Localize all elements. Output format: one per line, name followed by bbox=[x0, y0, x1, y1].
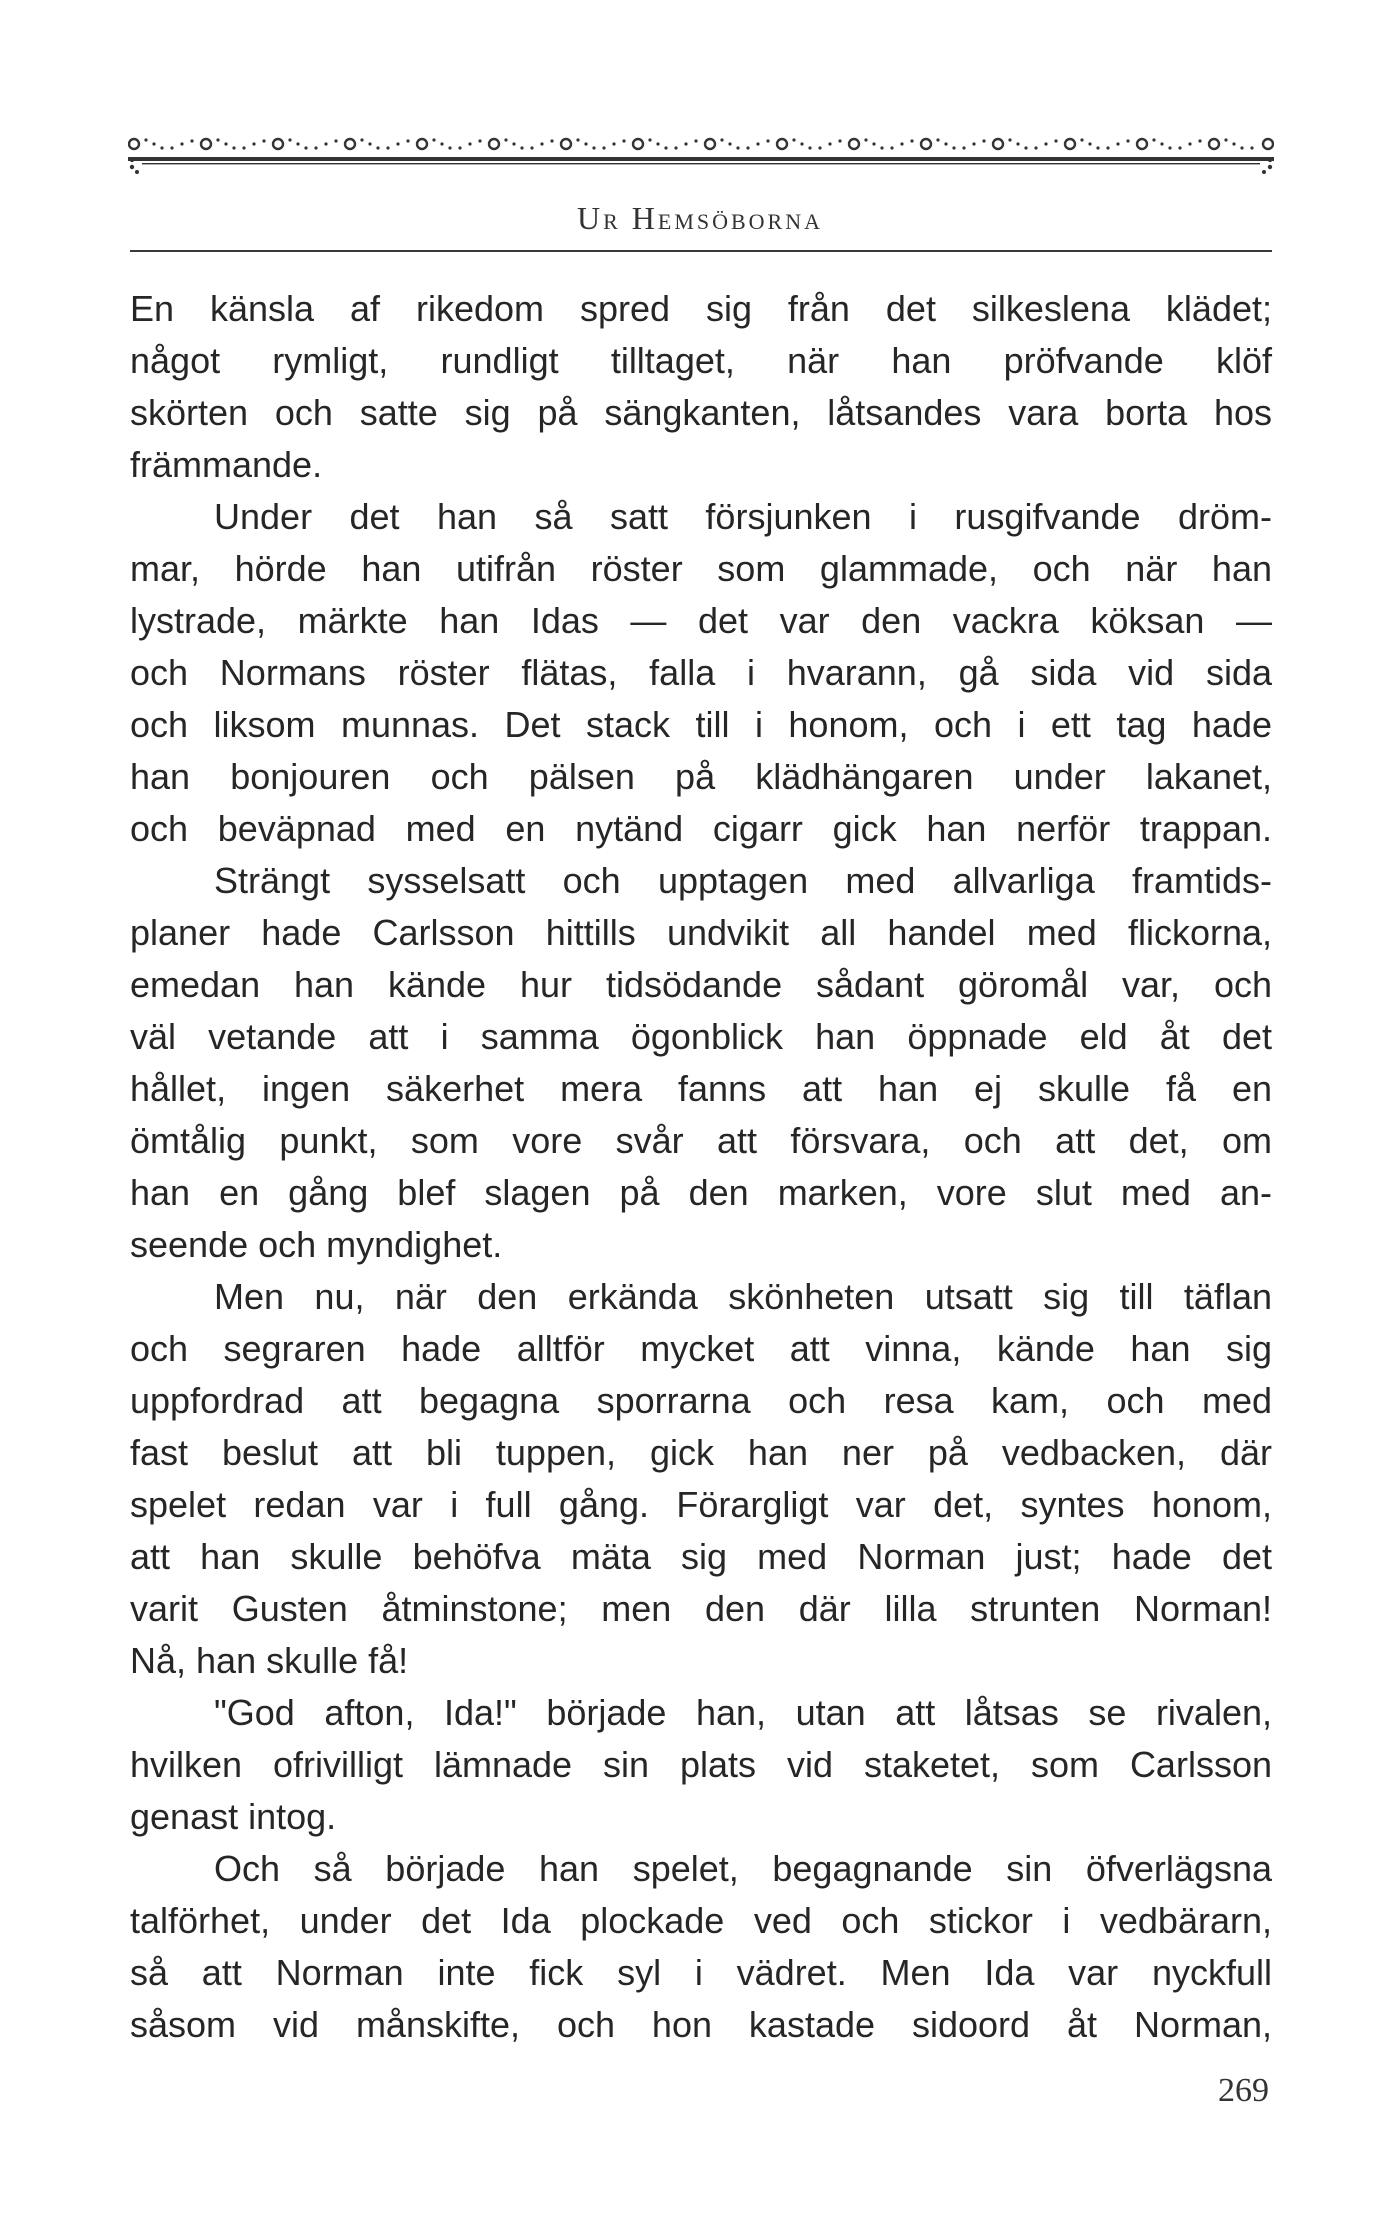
text-line: att han skulle behöfva mäta sig med Norman just; hade det bbox=[130, 1536, 1272, 1577]
header-rule bbox=[130, 250, 1272, 252]
text-line: hållet, ingen säkerhet mera fanns att han ej skulle få en bbox=[130, 1068, 1272, 1109]
text-line: och beväpnad med en nytänd cigarr gick han nerför trappan. bbox=[130, 808, 1272, 849]
text-line: Nå, han skulle få! bbox=[130, 1640, 409, 1681]
text-line: han bonjouren och pälsen på klädhängaren under lakanet, bbox=[130, 756, 1272, 797]
text-line: och Normans röster flätas, falla i hvarann, gå sida vid sida bbox=[130, 652, 1272, 693]
text-line: Strängt sysselsatt och upptagen med allvarliga framtids- bbox=[214, 860, 1272, 901]
text-line: skörten och satte sig på sängkanten, låtsandes vara borta hos bbox=[130, 392, 1272, 433]
text-line: fast beslut att bli tuppen, gick han ner på vedbacken, där bbox=[130, 1432, 1272, 1473]
text-line: mar, hörde han utifrån röster som glammade, och när han bbox=[130, 548, 1272, 589]
text-line: genast intog. bbox=[130, 1796, 337, 1837]
running-title: Ur Hemsöborna bbox=[576, 200, 824, 236]
text-line: främmande. bbox=[130, 444, 323, 485]
text-line: seende och myndighet. bbox=[130, 1224, 503, 1265]
text-line: "God afton, Ida!" började han, utan att låtsas se rivalen, bbox=[214, 1692, 1272, 1733]
text-line: ömtålig punkt, som vore svår att försvara, och att det, om bbox=[130, 1120, 1272, 1161]
text-line: Under det han så satt försjunken i rusgifvande dröm- bbox=[214, 496, 1272, 537]
text-line: spelet redan var i full gång. Förargligt var det, syntes honom, bbox=[130, 1484, 1272, 1525]
text-line: uppfordrad att begagna sporrarna och resa kam, och med bbox=[130, 1380, 1272, 1421]
text-line: något rymligt, rundligt tilltaget, när han pröfvande klöf bbox=[130, 340, 1272, 381]
text-line: planer hade Carlsson hittills undvikit all handel med flickorna, bbox=[130, 912, 1272, 953]
page-number: 269 bbox=[1218, 2072, 1269, 2109]
text-line: varit Gusten åtminstone; men den där lilla strunten Norman! bbox=[130, 1588, 1272, 1629]
text-line: Och så började han spelet, begagnande sin öfverlägsna bbox=[214, 1848, 1272, 1889]
text-line: hvilken ofrivilligt lämnade sin plats vid staketet, som Carlsson bbox=[130, 1744, 1272, 1785]
text-line: talförhet, under det Ida plockade ved och stickor i vedbärarn, bbox=[130, 1900, 1272, 1941]
header-ornament bbox=[128, 126, 1274, 182]
text-line: Men nu, när den erkända skönheten utsatt sig till täflan bbox=[214, 1276, 1272, 1317]
text-line: En känsla af rikedom spred sig från det silkeslena klädet; bbox=[130, 288, 1272, 329]
text-line: lystrade, märkte han Idas — det var den vackra köksan — bbox=[130, 600, 1272, 641]
text-line: han en gång blef slagen på den marken, vore slut med an- bbox=[130, 1172, 1272, 1213]
text-line: och segraren hade alltför mycket att vinna, kände han sig bbox=[130, 1328, 1272, 1369]
text-line: såsom vid månskifte, och hon kastade sidoord åt Norman, bbox=[130, 2004, 1272, 2045]
text-line: emedan han kände hur tidsödande sådant göromål var, och bbox=[130, 964, 1272, 1005]
body-text bbox=[130, 283, 1272, 2051]
text-line: så att Norman inte fick syl i vädret. Men Ida var nyckfull bbox=[130, 1952, 1272, 1993]
text-line: och liksom munnas. Det stack till i honom, och i ett tag hade bbox=[130, 704, 1272, 745]
text-line: väl vetande att i samma ögonblick han öppnade eld åt det bbox=[130, 1016, 1272, 1057]
